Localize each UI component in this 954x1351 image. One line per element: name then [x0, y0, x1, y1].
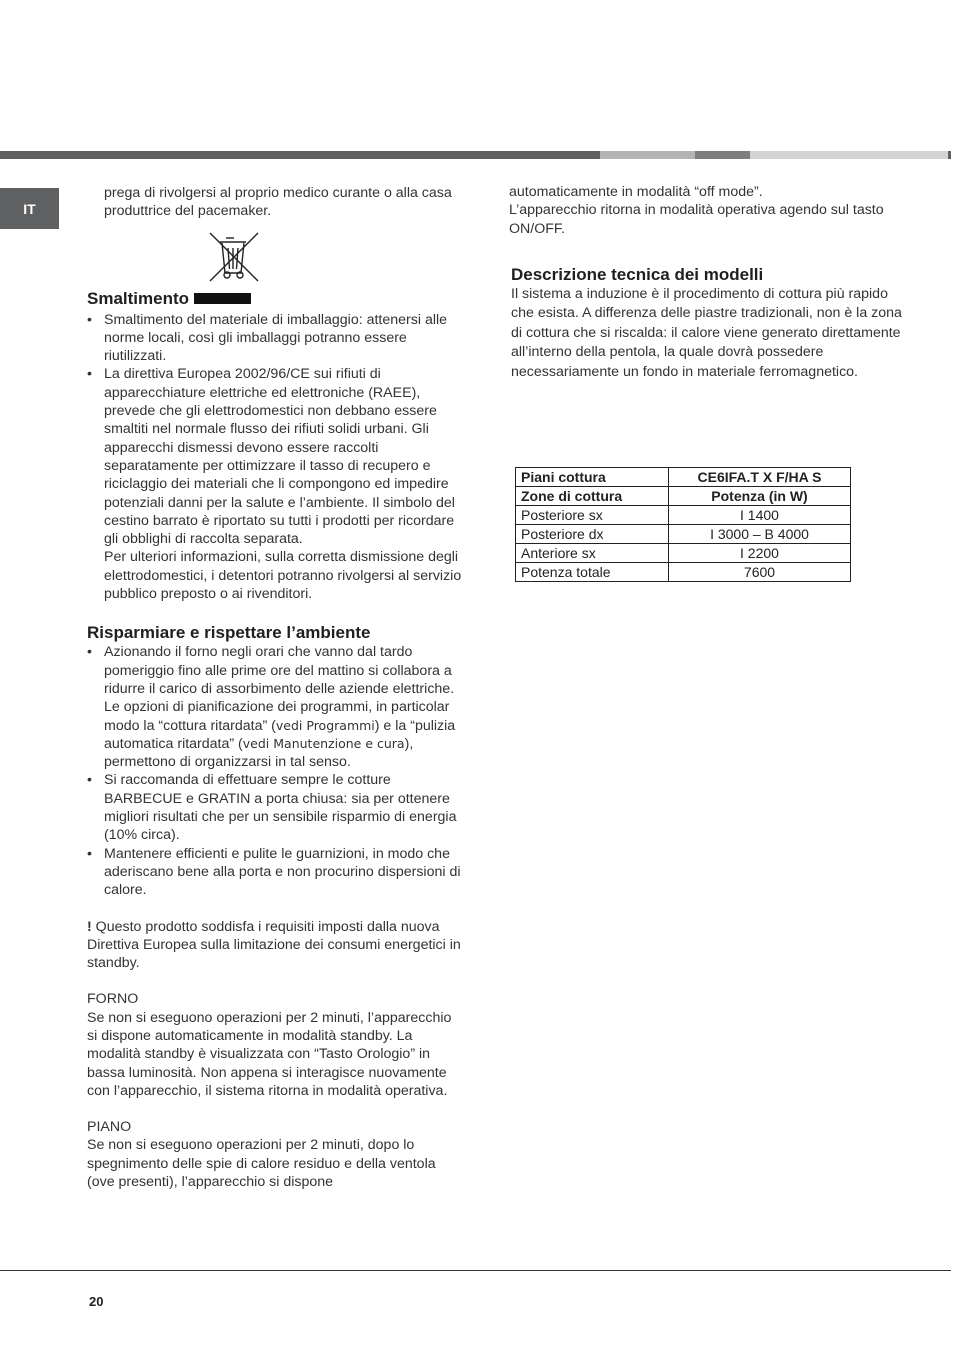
table-row [516, 525, 851, 544]
black-bar-mark [194, 293, 251, 304]
continued-text: L’apparecchio ritorna in modalità operativa agendo sul tasto ON/OFF. [509, 202, 884, 237]
smaltimento-title: Smaltimento [87, 288, 190, 308]
list-item: • Si raccomanda di effettuare sempre le cotture BARBECUE e GRATIN a porta chiusa: sia per ottenere migliori risultati che per un sensibile risparmio di energia (10% circa). [87, 771, 462, 844]
descrizione-title: Descrizione tecnica dei modelli [511, 264, 764, 284]
table-cell: Posteriore sx [516, 506, 669, 525]
piano-text: Se non si eseguono operazioni per 2 minuti, dopo lo spegnimento delle spie di calore residuo e della ventola (ove presenti), l’apparecchio si dispone [87, 1137, 436, 1191]
spec-table [515, 467, 851, 582]
table-cell: I 3000 – B 4000 [669, 525, 851, 544]
table-row [516, 468, 851, 487]
table-row [516, 487, 851, 506]
forno-text: Se non si eseguono operazioni per 2 minuti, l’apparecchio si dispone automaticamente in modalità standby. La modalità standby è visualizzata con “Tasto Orologio” in bassa luminosità. Non appena si interagisce nuovamente con l’apparecchio, il sistema ritorna in modalità operativa. [87, 1009, 452, 1099]
header-bar-mid [695, 151, 750, 159]
table-cell: Posteriore dx [516, 525, 669, 544]
intro-text: prega di rivolgersi al proprio medico curante o alla casa produttrice del pacemaker. [104, 185, 452, 220]
table-row [516, 563, 851, 582]
crossed-out-bin-icon [208, 231, 260, 283]
forno-title: FORNO [87, 991, 139, 1008]
left-column [87, 184, 462, 1191]
table-row [516, 544, 851, 563]
weee-symbol [87, 231, 462, 289]
warning-mark: ! [87, 918, 92, 935]
table-cell: Zone di cottura [516, 487, 669, 506]
reference-programmi: vedi Programmi [275, 717, 375, 733]
table-cell: I 2200 [669, 544, 851, 563]
reference-manutenzione: vedi Manutenzione e cura [242, 735, 405, 751]
list-item: • Azionando il forno negli orari che vanno dal tardo pomeriggio fino alle prime ore del mattino si collabora a ridurre il carico di assorbimento delle aziende elettriche. Le opzioni di pianificazione dei programmi, in particolar modo la “cottura ritardata” (vedi Programmi) e la “pulizia automatica ritardata” (vedi Manutenzione e cura), permettono di organizzarsi in tal senso. [87, 643, 462, 771]
table-cell: Potenza (in W) [669, 487, 851, 506]
footer-divider [0, 1270, 951, 1271]
smaltimento-list [87, 311, 462, 549]
header-bar-end [948, 151, 951, 159]
table-cell: Potenza totale [516, 563, 669, 582]
descrizione-text: Il sistema a induzione è il procedimento di cottura più rapido che esista. A differenza delle piastre tradizionali, non è la zona di cottura che si riscalda: il calore viene generato direttamente all’interno della pentola, la quale dovrà possedere necessariamente un fondo in materiale ferromagnetico. [511, 285, 902, 380]
table-cell: 7600 [669, 563, 851, 582]
risparmiare-list [87, 643, 462, 899]
table-cell: Anteriore sx [516, 544, 669, 563]
piano-title: PIANO [87, 1119, 132, 1136]
smaltimento-extra: Per ulteriori informazioni, sulla corretta dismissione degli elettrodomestici, i detentori potranno rivolgersi al servizio pubblico preposto o ai rivenditori. [104, 549, 462, 603]
continued-line: automaticamente in modalità “off mode”. [509, 184, 763, 200]
language-tab: IT [0, 188, 59, 229]
table-row [516, 506, 851, 525]
table-cell: CE6IFA.T X F/HA S [669, 468, 851, 487]
header-bar-light [600, 151, 695, 159]
list-item: • La direttiva Europea 2002/96/CE sui rifiuti di apparecchiature elettriche ed elettroniche (RAEE), prevede che gli elettrodomestici non debbano essere smaltiti nel normale flusso dei rifiuti solidi urbani. Gli apparecchi dismessi devono essere raccolti separatamente per ottimizzare il tasso di recupero e riciclaggio dei materiali che li compongono ed impedire potenziali danni per la salute e l’ambiente. Il simbolo del cestino barrato è riportato su tutti i prodotti per ricordare gli obblighi di raccolta separata. [87, 365, 462, 548]
table-cell: I 1400 [669, 506, 851, 525]
table-cell: Piani cottura [516, 468, 669, 487]
standby-notice: ! Questo prodotto soddisfa i requisiti imposti dalla nuova Direttiva Europea sulla limitazione dei consumi energetici in standby. [87, 918, 461, 972]
page-number: 20 [89, 1294, 104, 1309]
smaltimento-heading-row [87, 289, 462, 309]
list-item: • Mantenere efficienti e pulite le guarnizioni, in modo che aderiscano bene alla porta e non procurino dispersioni di calore. [87, 845, 462, 900]
header-bar-dark [0, 151, 600, 159]
right-column [509, 183, 904, 382]
header-bar-pale [750, 151, 948, 159]
risparmiare-title: Risparmiare e rispettare l’ambiente [87, 623, 371, 643]
list-item: • Smaltimento del materiale di imballaggio: attenersi alle norme locali, così gli imballaggi potranno essere riutilizzati. [87, 311, 462, 366]
